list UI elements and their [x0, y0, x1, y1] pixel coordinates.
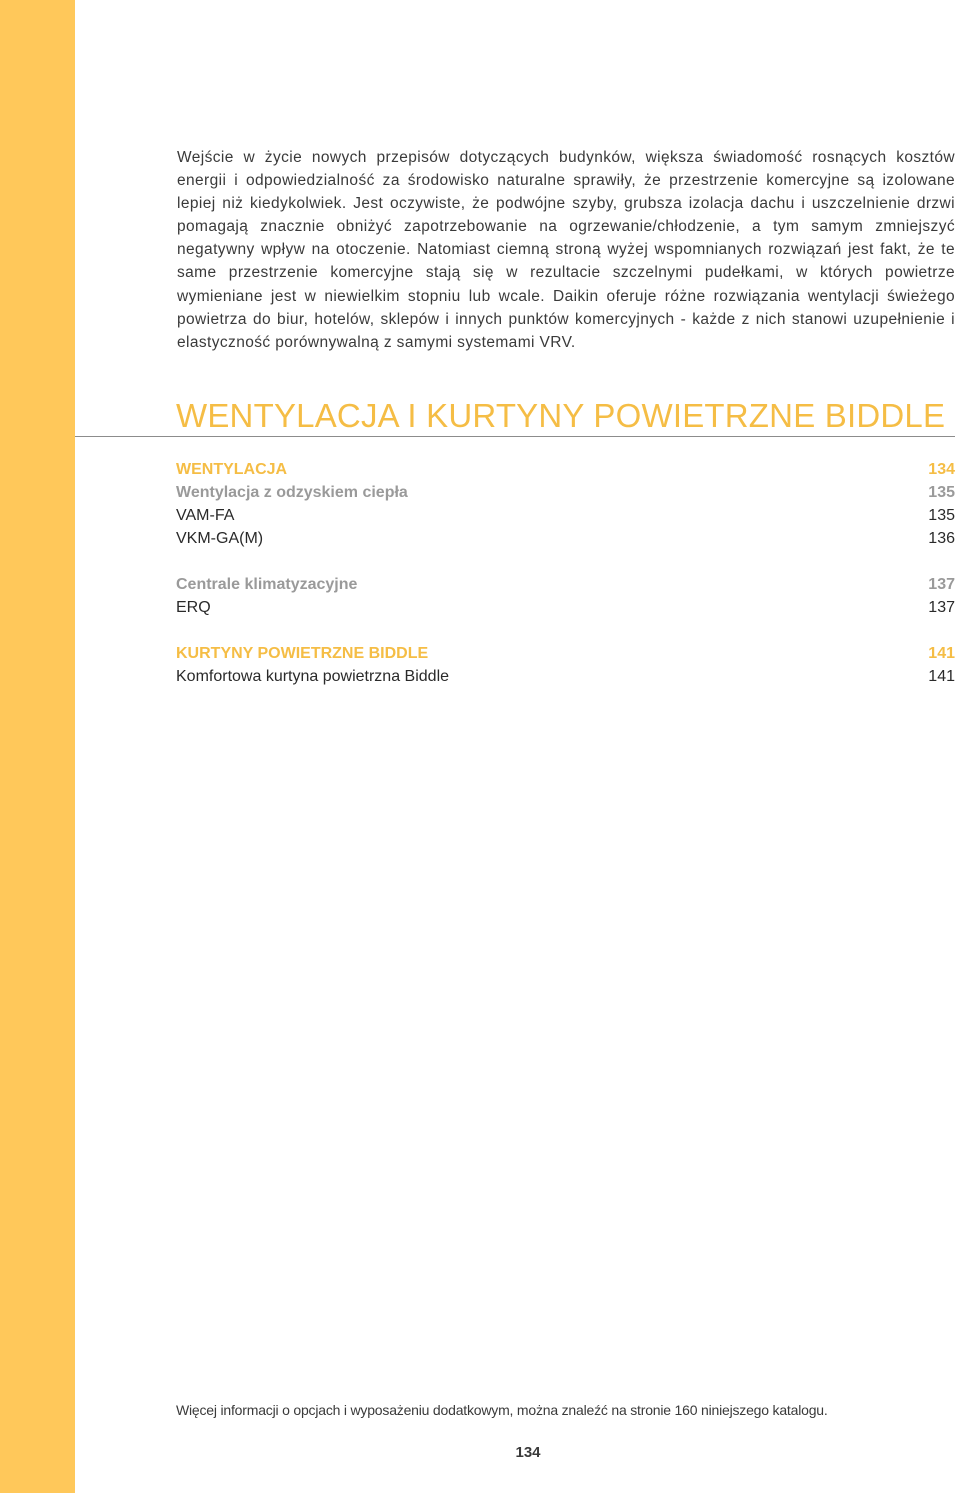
- toc-page: 137: [928, 576, 955, 593]
- intro-paragraph: Wejście w życie nowych przepisów dotyczących budynków, większa świadomość rosnących kosztów energii i odpowiedzialność za środowisko naturalne sprawiły, że przestrzenie komercyjne są izolowane lepiej niż kiedykolwiek. Jest oczywiste, że podwójne szyby, grubsza izolacja dachu i uszczelnienie drzwi pomagają znacznie obniżyć zapotrzebowanie na ogrzewanie/chłodzenie, a tym samym zmniejszyć negatywny wpływ na otoczenie. Natomiast ciemną stroną wyżej wspomnianych rozwiązań jest fakt, że te same przestrzenie komercyjne stają się w rezultacie szczelnymi pudełkami, w których powietrze wymieniane jest w niewielkim stopniu lub wcale. Daikin oferuje różne rozwiązania wentylacji świeżego powietrza do biur, hotelów, sklepów i innych punktów komercyjnych - każde z nich stanowi uzupełnienie i elastyczność porównywalną z samymi systemami VRV.: [177, 149, 955, 351]
- side-color-bar: [0, 0, 75, 1493]
- toc-label: ERQ: [176, 599, 211, 616]
- toc-label: Wentylacja z odzyskiem ciepła: [176, 484, 408, 501]
- section-title: WENTYLACJA I KURTYNY POWIETRZNE BIDDLE: [176, 397, 946, 434]
- toc-subsection-ahu[interactable]: [176, 574, 955, 596]
- toc-label: VKM-GA(M): [176, 530, 264, 547]
- toc-label: KURTYNY POWIETRZNE BIDDLE: [176, 645, 429, 662]
- toc-category-wentylacja[interactable]: [176, 459, 955, 481]
- toc-item-vkm-ga[interactable]: [176, 528, 955, 550]
- toc-page: 135: [928, 507, 955, 524]
- toc-page: 137: [928, 599, 955, 616]
- toc-label: Komfortowa kurtyna powietrzna Biddle: [176, 668, 450, 685]
- toc-item-biddle-curtain[interactable]: [176, 666, 955, 688]
- toc-page: 135: [928, 484, 955, 501]
- footnote: Więcej informacji o opcjach i wyposażeniu dodatkowym, można znaleźć na stronie 160 niniejszego katalogu.: [176, 1402, 828, 1418]
- toc-item-erq[interactable]: [176, 597, 955, 619]
- toc-category-biddle[interactable]: [176, 643, 955, 665]
- toc-subsection-heat-recovery[interactable]: [176, 482, 955, 504]
- toc-item-vam-fa[interactable]: [176, 505, 955, 527]
- toc-page: 136: [928, 530, 955, 547]
- title-underline: [75, 436, 955, 437]
- toc-label: VAM-FA: [176, 507, 235, 524]
- toc-page: 141: [928, 668, 955, 685]
- toc-page: 141: [928, 645, 955, 662]
- toc-label: Centrale klimatyzacyjne: [176, 576, 358, 593]
- toc-label: WENTYLACJA: [176, 461, 288, 478]
- page-number: 134: [515, 1444, 541, 1461]
- toc-page: 134: [928, 461, 955, 478]
